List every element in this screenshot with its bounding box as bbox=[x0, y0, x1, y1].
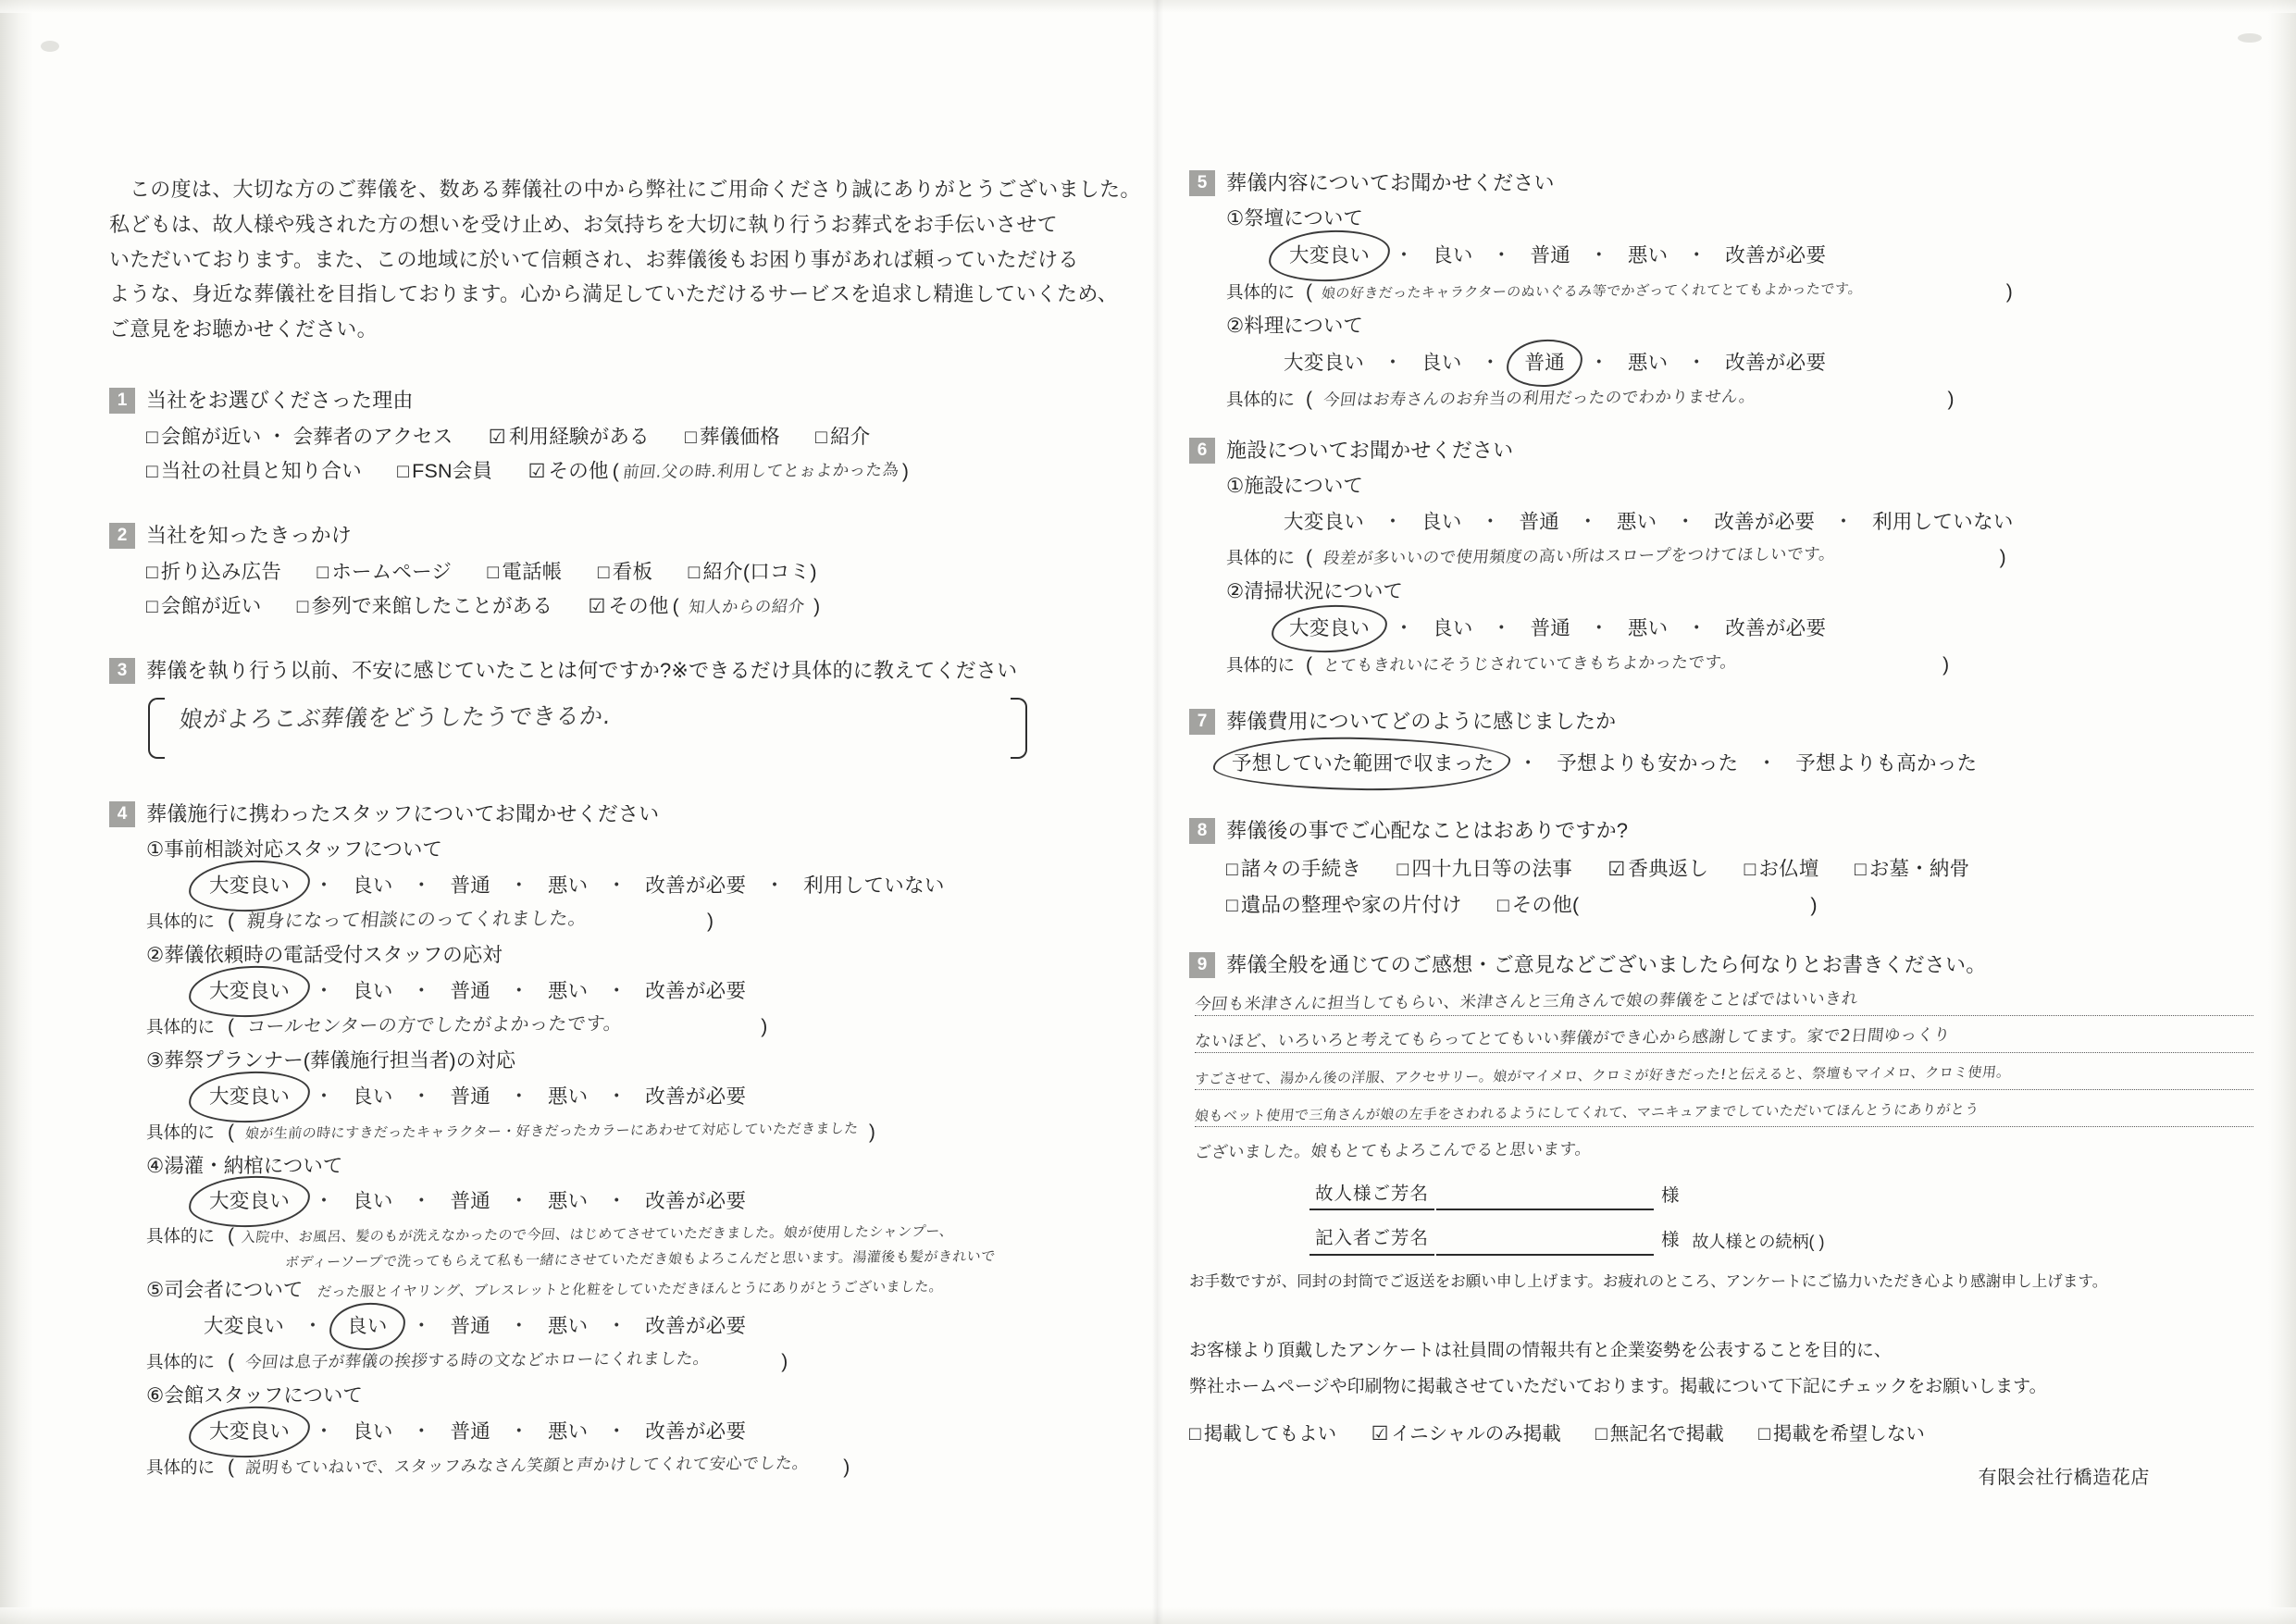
q2-option-2[interactable]: □ 電話帳 bbox=[487, 561, 563, 584]
q7-heading bbox=[1189, 707, 2253, 736]
q4-item-1 bbox=[146, 836, 1118, 936]
q4-item-2-detail: コールセンターの方でしたがよかったです。 bbox=[245, 1011, 625, 1038]
q8-option-4[interactable]: □ お墓・納骨 bbox=[1854, 857, 1970, 880]
checkbox-icon: □ bbox=[1758, 1423, 1770, 1445]
q9-number: 9 bbox=[1189, 952, 1215, 978]
q2-options-row-1 bbox=[146, 558, 1118, 587]
q4-item-2-improve[interactable]: 改善が必要 bbox=[645, 979, 747, 1002]
scan-artifact bbox=[41, 41, 59, 52]
q5-item-2-improve[interactable]: 改善が必要 bbox=[1725, 351, 1827, 374]
q2-option-4[interactable]: □ 紹介(口コミ) bbox=[688, 561, 817, 584]
q6-item-2-good[interactable]: 良い bbox=[1433, 616, 1473, 639]
q4-item-5-detail-row: 具体的に ( 今回は息子が葬儀の挨拶する時の文などホローにくれました。 ) bbox=[146, 1348, 1118, 1376]
question-6 bbox=[1189, 436, 2253, 679]
q4-heading bbox=[109, 800, 1118, 828]
q1-heading bbox=[109, 386, 1118, 415]
q4-item-1-scale: 大変良い ・ 良い ・ 普通 ・ 悪い ・ 改善が必要 ・ 利用していない bbox=[204, 871, 1118, 901]
q4-item-4-detail-line1: 入院中、お風呂、髪のもが洗えなかったので今回、はじめてさせていただきました。娘が使用したシャンプー、 bbox=[241, 1222, 955, 1246]
checkbox-checked-icon: ☑ bbox=[588, 596, 606, 618]
q8-options-row-1 bbox=[1226, 855, 2253, 884]
q2-title: 当社を知ったきっかけ bbox=[146, 524, 353, 547]
q4-item-3-label: ③葬祭プランナー(葬儀施行担当者)の対応 bbox=[146, 1049, 516, 1072]
deceased-name-suffix: 様 bbox=[1661, 1184, 1680, 1206]
q5-number: 5 bbox=[1189, 170, 1215, 196]
q4-item-6 bbox=[146, 1382, 1118, 1481]
q3-answer-box[interactable] bbox=[148, 698, 1027, 759]
detail-label: 具体的に bbox=[146, 1017, 216, 1037]
deceased-name-label: 故人様ご芳名 bbox=[1309, 1182, 1434, 1211]
q4-item-6-improve[interactable]: 改善が必要 bbox=[645, 1419, 747, 1443]
q4-item-5-selected[interactable]: 良い bbox=[341, 1311, 393, 1342]
q6-item-1-average[interactable]: 普通 bbox=[1519, 510, 1560, 533]
q4-item-6-good[interactable]: 良い bbox=[353, 1419, 393, 1443]
q5-heading bbox=[1189, 168, 2253, 197]
question-9 bbox=[1189, 950, 2253, 1162]
detail-label: 具体的に bbox=[146, 1122, 216, 1143]
q2-other-handwriting: 知人からの紹介 bbox=[687, 597, 806, 618]
q4-item-2-detail-row: 具体的に ( コールセンターの方でしたがよかったです。 ) bbox=[146, 1013, 1118, 1041]
checkbox-icon: □ bbox=[597, 562, 610, 584]
q9-heading bbox=[1189, 950, 2253, 979]
q6-item-2-detail: とてもきれいにそうじされていてきもちよかったです。 bbox=[1322, 653, 1738, 676]
detail-label: 具体的に bbox=[1226, 655, 1296, 676]
checkbox-checked-icon: ☑ bbox=[1607, 858, 1626, 880]
checkbox-checked-icon: ☑ bbox=[1371, 1423, 1389, 1445]
q1-option-1[interactable]: ☑ 利用経験がある bbox=[488, 426, 650, 449]
q5-item-2-good[interactable]: 良い bbox=[1421, 351, 1462, 374]
q4-item-3 bbox=[146, 1047, 1118, 1147]
q1-number: 1 bbox=[109, 388, 135, 414]
q8-option-0[interactable]: □ 諸々の手続き bbox=[1226, 857, 1362, 880]
q8-option-2[interactable]: ☑ 香典返し bbox=[1607, 857, 1709, 880]
q6-heading bbox=[1189, 436, 2253, 465]
intro-line-1: この度は、大切な方のご葬儀を、数ある葬儀社の中から弊社にご用命くださり誠にありがとうございました。 bbox=[130, 178, 1141, 201]
q9-line-2: ないほど、いろいろと考えてもらってとてもいい葬儀ができ心から感謝してます。家で2日間ゆっくり bbox=[1195, 1026, 2253, 1053]
publish-option-0[interactable]: □ 掲載してもよい bbox=[1189, 1423, 1337, 1445]
detail-label: 具体的に bbox=[146, 1457, 216, 1478]
detail-label: 具体的に bbox=[146, 911, 216, 932]
q2-option-7[interactable]: ☑ その他 bbox=[588, 595, 669, 618]
q4-item-3-detail-row: 具体的に ( 娘が生前の時にすきだったキャラクター・好きだったカラーにあわせて対応していただきました ) bbox=[146, 1119, 1118, 1147]
q5-item-2-scale: 大変良い ・ 良い ・ 普通 ・ 悪い ・ 改善が必要 bbox=[1284, 348, 2253, 378]
q1-options-row-2: □ 当社の社員と知り合い □ FSN会員 ☑ その他 ( 前回.父の時.利用してとぉよかった為 ) bbox=[146, 457, 1118, 486]
q6-item-2-improve[interactable]: 改善が必要 bbox=[1725, 616, 1827, 639]
q4-item-4-detail-line3: だった服とイヤリング、ブレスレットと化粧をしていただきほんとうにありがとうございました。 bbox=[316, 1278, 945, 1301]
publish-option-2[interactable]: □ 無記名で掲載 bbox=[1595, 1423, 1724, 1445]
q9-line-3: すごさせて、湯かん後の洋服、アクセサリー。娘がマイメロ、クロミが好きだった!と伝えると、祭壇もマイメロ、クロミ使用。 bbox=[1195, 1063, 2253, 1090]
q4-item-2-bad[interactable]: 悪い bbox=[547, 979, 589, 1002]
q4-item-1-detail-row: 具体的に ( 親身になって相談にのってくれました。 ) bbox=[146, 908, 1118, 936]
intro-line-3: いただいております。また、この地域に於いて信頼され、お葬儀後もお困り事があれば頼っていただける bbox=[109, 247, 1079, 271]
checkbox-icon: □ bbox=[146, 562, 158, 584]
checkbox-icon: □ bbox=[316, 562, 329, 584]
checkbox-icon: □ bbox=[146, 596, 158, 618]
q4-item-3-improve[interactable]: 改善が必要 bbox=[645, 1085, 747, 1108]
q2-option-0[interactable]: □ 折り込み広告 bbox=[146, 561, 282, 584]
q5-item-2-detail: 今回はお寿さんのお弁当の利用だったのでわかりません。 bbox=[1322, 388, 1757, 411]
detail-label: 具体的に bbox=[1226, 282, 1296, 303]
q1-title: 当社をお選びくださった理由 bbox=[146, 389, 414, 413]
q6-item-2-detail-row: 具体的に ( とてもきれいにそうじされていてきもちよかったです。 ) bbox=[1226, 651, 2253, 679]
q4-item-4-improve[interactable]: 改善が必要 bbox=[645, 1190, 747, 1213]
q6-item-1 bbox=[1226, 472, 2253, 572]
relation-field[interactable]: 故人様との続柄( ) bbox=[1692, 1232, 1825, 1251]
publish-option-1[interactable]: ☑ イニシャルのみ掲載 bbox=[1371, 1423, 1561, 1445]
q4-item-4 bbox=[146, 1152, 1118, 1274]
q6-item-1-detail: 段差が多いいので使用頻度の高い所はスロープをつけてほしいです。 bbox=[1322, 545, 1837, 569]
q4-item-6-average[interactable]: 普通 bbox=[450, 1419, 491, 1443]
writer-name-row bbox=[1309, 1226, 2253, 1256]
q6-item-2-bad[interactable]: 悪い bbox=[1627, 616, 1669, 639]
q4-item-3-good[interactable]: 良い bbox=[353, 1085, 393, 1108]
checkbox-icon: □ bbox=[1744, 858, 1756, 880]
intro-paragraph bbox=[109, 172, 1141, 347]
question-7 bbox=[1189, 707, 2253, 779]
signature-block bbox=[1309, 1182, 2253, 1256]
q4-item-1-improve[interactable]: 改善が必要 bbox=[645, 874, 747, 897]
checkbox-icon: □ bbox=[296, 596, 309, 618]
publication-policy bbox=[1189, 1333, 2253, 1406]
q4-item-5-detail: 今回は息子が葬儀の挨拶する時の文などホローにくれました。 bbox=[243, 1349, 711, 1373]
q4-item-5-verygood[interactable]: 大変良い bbox=[204, 1314, 285, 1337]
q5-title: 葬儀内容についてお聞かせください bbox=[1226, 171, 1555, 194]
q2-option-5[interactable]: □ 会館が近い bbox=[146, 595, 262, 618]
q6-item-1-bad[interactable]: 悪い bbox=[1616, 510, 1657, 533]
q9-line-1: 今回も米津さんに担当してもらい、米津さんと三角さんで娘の葬儀をことばではいいきれ bbox=[1195, 989, 2253, 1016]
q4-item-3-bad[interactable]: 悪い bbox=[547, 1085, 589, 1108]
q5-item-2-selected[interactable]: 普通 bbox=[1519, 348, 1570, 378]
q5-item-1-selected[interactable]: 大変良い bbox=[1284, 241, 1375, 271]
policy-line-1: お客様より頂戴したアンケートは社員間の情報共有と企業姿勢を公表することを目的に、 bbox=[1189, 1341, 1892, 1361]
q3-title: 葬儀を執り行う以前、不安に感じていたことは何ですか?※できるだけ具体的に教えてください bbox=[146, 658, 1018, 682]
q4-item-6-detail-row: 具体的に ( 説明もていねいで、スタッフみなさん笑顔と声かけしてくれて安心でした。 ) bbox=[146, 1454, 1118, 1481]
q4-item-4-good[interactable]: 良い bbox=[353, 1190, 393, 1213]
q4-item-4-detail-row: 具体的に ( 入院中、お風呂、髪のもが洗えなかったので今回、はじめてさせていただきました。娘が使用したシャンプー、 bbox=[146, 1222, 1118, 1250]
checkbox-icon: □ bbox=[1496, 894, 1509, 916]
q5-item-1-detail: 娘の好きだったキャラクターのぬいぐるみ等でかざってくれてとてもよかったです。 bbox=[1321, 280, 1864, 303]
checkbox-icon: □ bbox=[815, 427, 828, 449]
q6-item-1-improve[interactable]: 改善が必要 bbox=[1714, 510, 1816, 533]
q9-line-4: 娘もベット使用で三角さんが娘の左手をさわれるようにしてくれて、マニキュアまでしていただいてほんとうにありがとう bbox=[1195, 1100, 2253, 1127]
q2-option-3[interactable]: □ 看板 bbox=[597, 561, 653, 584]
q6-item-2-selected[interactable]: 大変良い bbox=[1284, 614, 1375, 644]
q9-answer-block[interactable] bbox=[1195, 989, 2253, 1163]
bracket-right-icon bbox=[1011, 698, 1027, 759]
q5-item-1-scale: 大変良い ・ 良い ・ 普通 ・ 悪い ・ 改善が必要 bbox=[1284, 241, 2253, 271]
intro-line-4: ような、身近な葬儀社を目指しております。心から満足していただけるサービスを追求し精進していくため、 bbox=[109, 282, 1119, 306]
q6-item-1-scale: 大変良い ・ 良い ・ 普通 ・ 悪い ・ 改善が必要 ・ 利用していない bbox=[1284, 510, 2014, 533]
detail-label: 具体的に bbox=[1226, 548, 1296, 568]
question-4 bbox=[109, 800, 1118, 1481]
q6-item-2 bbox=[1226, 577, 2253, 679]
question-5 bbox=[1189, 168, 2253, 414]
q5-item-2-label: ②料理について bbox=[1226, 315, 1363, 338]
q5-item-2 bbox=[1226, 312, 2253, 414]
deceased-name-field[interactable] bbox=[1436, 1186, 1654, 1210]
q3-number: 3 bbox=[109, 658, 135, 684]
q2-heading bbox=[109, 521, 1118, 550]
q4-item-1-selected[interactable]: 大変良い bbox=[204, 871, 295, 901]
intro-line-2: 私どもは、故人様や残された方の想いを受け止め、お気持ちを大切に執り行うお葬式をお手伝いさせて bbox=[109, 212, 1058, 236]
q4-item-1-detail: 親身になって相談にのってくれました。 bbox=[245, 907, 589, 933]
writer-name-field[interactable] bbox=[1436, 1232, 1654, 1256]
q4-item-1-notused[interactable]: 利用していない bbox=[803, 874, 945, 897]
q4-item-2 bbox=[146, 941, 1118, 1041]
q4-item-5-improve[interactable]: 改善が必要 bbox=[645, 1314, 747, 1337]
q4-item-4-label: ④湯灌・納棺について bbox=[146, 1154, 343, 1177]
q6-item-1-label: ①施設について bbox=[1226, 475, 1363, 498]
q3-answer-handwriting: 娘がよろこぶ葬儀をどうしたうできるか. bbox=[178, 702, 613, 734]
q1-options-row-1 bbox=[146, 423, 1118, 452]
q7-option-selected[interactable]: 予想していた範囲で収まった bbox=[1226, 749, 1499, 779]
q2-option-6[interactable]: □ 参列で来館したことがある bbox=[296, 595, 553, 618]
q4-item-6-detail: 説明もていねいで、スタッフみなさん笑顔と声かけしてくれて安心でした。 bbox=[243, 1454, 811, 1479]
q7-options: 予想していた範囲で収まった ・ 予想よりも安かった ・ 予想よりも高かった bbox=[1226, 749, 2253, 779]
q4-item-3-selected[interactable]: 大変良い bbox=[204, 1082, 295, 1112]
q3-heading bbox=[109, 656, 1118, 685]
deceased-name-row bbox=[1309, 1182, 2253, 1211]
q4-item-2-good[interactable]: 良い bbox=[353, 979, 393, 1002]
q9-title: 葬儀全般を通じてのご感想・ご意見などございましたら何なりとお書きください。 bbox=[1226, 953, 1987, 977]
q2-options-row-2: □ 会館が近い □ 参列で来館したことがある ☑ その他 ( 知人からの紹介 ) bbox=[146, 592, 1118, 621]
q4-item-4-detail-row-2 bbox=[285, 1246, 1118, 1275]
q6-item-1-verygood[interactable]: 大変良い bbox=[1284, 510, 1365, 533]
q5-item-1-detail-row: 具体的に ( 娘の好きだったキャラクターのぬいぐるみ等でかざってくれてとてもよかったです。 ) bbox=[1226, 279, 2253, 306]
q1-option-6[interactable]: ☑ その他 bbox=[527, 460, 609, 483]
detail-label: 具体的に bbox=[1226, 390, 1296, 410]
q4-item-3-average[interactable]: 普通 bbox=[450, 1085, 491, 1108]
q4-item-2-selected[interactable]: 大変良い bbox=[204, 976, 295, 1007]
checkbox-icon: □ bbox=[1396, 858, 1409, 880]
q6-number: 6 bbox=[1189, 438, 1215, 464]
scan-edge-left bbox=[0, 0, 33, 1624]
q4-item-1-good[interactable]: 良い bbox=[353, 874, 393, 897]
q8-heading bbox=[1189, 816, 2253, 845]
checkbox-icon: □ bbox=[1189, 1423, 1201, 1445]
q7-title: 葬儀費用についてどのように感じましたか bbox=[1226, 709, 1617, 733]
q1-option-3[interactable]: □ 紹介 bbox=[815, 426, 871, 449]
q8-option-3[interactable]: □ お仏壇 bbox=[1744, 857, 1819, 880]
q8-number: 8 bbox=[1189, 818, 1215, 844]
checkbox-icon: □ bbox=[688, 562, 701, 584]
scan-edge-bottom bbox=[0, 1607, 2296, 1624]
q1-option-5[interactable]: □ FSN会員 bbox=[397, 460, 493, 483]
company-name: 有限会社行橋造花店 bbox=[1978, 1468, 2150, 1489]
q1-option-2[interactable]: □ 葬儀価格 bbox=[685, 426, 780, 449]
q4-item-1-average[interactable]: 普通 bbox=[450, 874, 491, 897]
question-2 bbox=[109, 521, 1118, 621]
detail-label: 具体的に bbox=[146, 1225, 216, 1246]
q4-item-4-bad[interactable]: 悪い bbox=[547, 1190, 589, 1213]
q5-item-1-improve[interactable]: 改善が必要 bbox=[1725, 243, 1827, 267]
q4-item-4-scale: 大変良い ・ 良い ・ 普通 ・ 悪い ・ 改善が必要 bbox=[204, 1186, 1118, 1217]
q4-item-5-average[interactable]: 普通 bbox=[450, 1314, 491, 1337]
q4-item-6-bad[interactable]: 悪い bbox=[547, 1419, 589, 1443]
q4-item-4-average[interactable]: 普通 bbox=[450, 1190, 491, 1213]
q6-item-2-average[interactable]: 普通 bbox=[1530, 616, 1571, 639]
q1-option-4[interactable]: □ 当社の社員と知り合い bbox=[146, 460, 362, 483]
q5-item-1-bad[interactable]: 悪い bbox=[1627, 243, 1669, 267]
page-fold bbox=[1152, 0, 1163, 1624]
question-3 bbox=[109, 656, 1118, 759]
checkbox-icon: □ bbox=[685, 427, 697, 449]
q4-item-2-scale: 大変良い ・ 良い ・ 普通 ・ 悪い ・ 改善が必要 bbox=[204, 976, 1118, 1007]
q6-item-1-good[interactable]: 良い bbox=[1421, 510, 1462, 533]
publish-option-3[interactable]: □ 掲載を希望しない bbox=[1758, 1423, 1925, 1445]
q6-item-1-detail-row: 具体的に ( 段差が多いいので使用頻度の高い所はスロープをつけてほしいです。 ) bbox=[1226, 544, 2253, 572]
q7-option-expensive[interactable]: 予想よりも高かった bbox=[1795, 752, 1978, 775]
q5-item-2-detail-row: 具体的に ( 今回はお寿さんのお弁当の利用だったのでわかりません。 ) bbox=[1226, 386, 2253, 414]
q1-option-0[interactable]: □ 会館が近い ・ 会葬者のアクセス bbox=[146, 426, 453, 449]
q6-title: 施設についてお聞かせください bbox=[1226, 438, 1514, 462]
intro-line-5: ご意見をお聴かせください。 bbox=[109, 317, 378, 341]
q4-item-2-average[interactable]: 普通 bbox=[450, 979, 491, 1002]
q8-title: 葬儀後の事でご心配なことはおありですか? bbox=[1226, 818, 1629, 842]
checkbox-icon: □ bbox=[146, 461, 158, 483]
scan-edge-right bbox=[2268, 0, 2296, 1624]
q8-other-close: ) bbox=[1810, 893, 1818, 916]
q6-item-2-scale: 大変良い ・ 良い ・ 普通 ・ 悪い ・ 改善が必要 bbox=[1284, 614, 2253, 644]
q2-option-1[interactable]: □ ホームページ bbox=[316, 561, 453, 584]
q8-option-6[interactable]: □ その他( bbox=[1496, 893, 1580, 916]
left-column bbox=[109, 0, 1141, 1481]
q7-option-cheaper[interactable]: 予想よりも安かった bbox=[1557, 752, 1739, 775]
checkbox-icon: □ bbox=[397, 461, 410, 483]
q4-item-1-bad[interactable]: 悪い bbox=[547, 874, 589, 897]
q8-options-row-2 bbox=[1226, 891, 2253, 920]
q5-item-1-good[interactable]: 良い bbox=[1433, 243, 1473, 267]
q8-option-1[interactable]: □ 四十九日等の法事 bbox=[1396, 857, 1572, 880]
checkbox-icon: □ bbox=[487, 562, 500, 584]
q5-item-1-label: ①祭壇について bbox=[1226, 207, 1363, 230]
q4-item-5-label: ⑤司会者について bbox=[146, 1279, 304, 1302]
policy-line-2: 弊社ホームページや印刷物に掲載させていただいております。掲載について下記にチェックをお願いします。 bbox=[1189, 1377, 2047, 1397]
q6-item-1-notused[interactable]: 利用していない bbox=[1872, 510, 2014, 533]
q9-line-5: ございました。娘もとてもよろこんでると思います。 bbox=[1193, 1139, 1593, 1162]
q2-number: 2 bbox=[109, 523, 135, 549]
q4-item-5-bad[interactable]: 悪い bbox=[547, 1314, 589, 1337]
q4-item-6-selected[interactable]: 大変良い bbox=[204, 1417, 295, 1447]
q7-number: 7 bbox=[1189, 709, 1215, 735]
checkbox-icon: □ bbox=[1226, 894, 1238, 916]
q4-item-4-detail-line2: ボディーソープで洗ってもらえて私も一緒にさせていただき娘もよろこんだと思います。湯灌後も髪がきれいで bbox=[284, 1247, 997, 1271]
q4-title: 葬儀施行に携わったスタッフについてお聞かせください bbox=[146, 802, 660, 826]
q6-item-2-label: ②清掃状況について bbox=[1226, 580, 1403, 602]
right-column bbox=[1189, 0, 2253, 1492]
bracket-left-icon bbox=[148, 698, 165, 759]
q4-item-4-selected[interactable]: 大変良い bbox=[204, 1186, 295, 1217]
q4-item-6-scale: 大変良い ・ 良い ・ 普通 ・ 悪い ・ 改善が必要 bbox=[204, 1417, 1118, 1447]
q1-other-handwriting: 前回.父の時.利用してとぉよかった為 bbox=[621, 461, 900, 483]
q4-item-5-scale: 大変良い ・ 良い ・ 普通 ・ 悪い ・ 改善が必要 bbox=[204, 1311, 1118, 1342]
q5-item-2-verygood[interactable]: 大変良い bbox=[1284, 351, 1365, 374]
q4-item-5 bbox=[146, 1276, 1118, 1376]
q4-number: 4 bbox=[109, 801, 135, 827]
return-instructions: お手数ですが、同封の封筒でご返送をお願い申し上げます。お疲れのところ、アンケートにご協力いただき心より感謝申し上げます。 bbox=[1189, 1273, 2108, 1291]
checkbox-checked-icon: ☑ bbox=[488, 427, 506, 449]
q8-option-5[interactable]: □ 遺品の整理や家の片付け bbox=[1226, 893, 1462, 916]
detail-label: 具体的に bbox=[146, 1352, 216, 1372]
checkbox-icon: □ bbox=[146, 427, 158, 449]
publication-options bbox=[1189, 1420, 2253, 1448]
checkbox-icon: □ bbox=[1854, 858, 1867, 880]
q4-item-1-label: ①事前相談対応スタッフについて bbox=[146, 838, 442, 862]
q5-item-1-average[interactable]: 普通 bbox=[1530, 243, 1571, 267]
writer-name-label: 記入者ご芳名 bbox=[1309, 1226, 1434, 1256]
checkbox-icon: □ bbox=[1595, 1423, 1607, 1445]
checkbox-icon: □ bbox=[1226, 858, 1238, 880]
question-1 bbox=[109, 386, 1118, 486]
q4-item-3-scale: 大変良い ・ 良い ・ 普通 ・ 悪い ・ 改善が必要 bbox=[204, 1082, 1118, 1112]
q4-item-3-detail: 娘が生前の時にすきだったキャラクター・好きだったカラーにあわせて対応していただきました bbox=[244, 1120, 860, 1143]
q5-item-1 bbox=[1226, 205, 2253, 306]
q4-item-6-label: ⑥会館スタッフについて bbox=[146, 1384, 363, 1407]
q5-item-2-bad[interactable]: 悪い bbox=[1627, 351, 1669, 374]
q4-item-5-label-row bbox=[146, 1276, 1118, 1305]
writer-name-suffix: 様 bbox=[1661, 1230, 1680, 1251]
checkbox-checked-icon: ☑ bbox=[527, 461, 546, 483]
question-8 bbox=[1189, 816, 2253, 920]
q4-item-2-label: ②葬儀依頼時の電話受付スタッフの応対 bbox=[146, 944, 503, 967]
